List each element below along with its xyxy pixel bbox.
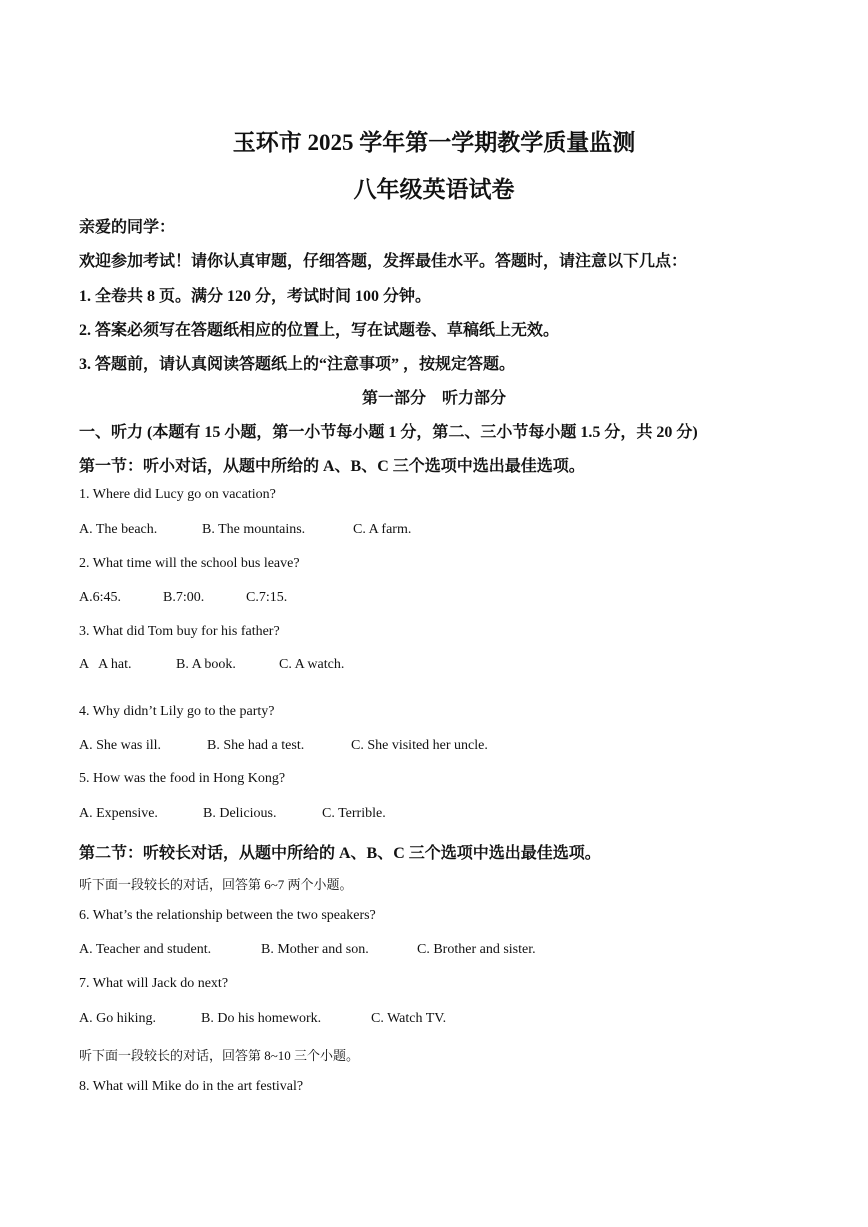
- option-c: C. A watch.: [279, 657, 345, 672]
- welcome-text: 欢迎参加考试！请你认真审题，仔细答题，发挥最佳水平。答题时，请注意以下几点：: [79, 253, 688, 270]
- option-b: B. The mountains.: [202, 522, 306, 537]
- subsection-1-title: 第一节：听小对话，从题中所给的 A、B、C 三个选项中选出最佳选项。: [79, 458, 585, 475]
- question-8: 8. What will Mike do in the art festival?: [79, 1079, 304, 1094]
- question-4: 4. Why didn’t Lily go to the party?: [79, 704, 275, 719]
- question-4-options: [79, 738, 779, 758]
- option-c: C. A farm.: [353, 522, 412, 537]
- instruction-8-10: 听下面一段较长的对话，回答第 8~10 三个小题。: [79, 1048, 360, 1063]
- option-a: A A hat.: [79, 657, 132, 672]
- option-a: A. The beach.: [79, 522, 158, 537]
- option-b: B. A book.: [176, 657, 236, 672]
- exam-title: 玉环市 2025 学年第一学期教学质量监测: [232, 130, 636, 155]
- part-heading: 第一部分 听力部分: [361, 390, 506, 407]
- question-3-options: [79, 657, 779, 677]
- option-c: C. Terrible.: [322, 806, 386, 821]
- question-1-options: [79, 522, 779, 542]
- question-2: 2. What time will the school bus leave?: [79, 556, 300, 571]
- question-5-options: [79, 806, 779, 826]
- option-c: C.7:15.: [246, 590, 288, 605]
- option-a: A.6:45.: [79, 590, 121, 605]
- question-6: 6. What’s the relationship between the two speakers?: [79, 908, 376, 923]
- question-3: 3. What did Tom buy for his father?: [79, 624, 280, 639]
- option-a: A. Expensive.: [79, 806, 158, 821]
- option-b: B. Mother and son.: [261, 942, 369, 957]
- question-6-options: [79, 942, 779, 962]
- section-title: 一、听力 (本题有 15 小题，第一小节每小题 1 分，第二、三小节每小题 1.5 分，共 20 分): [79, 424, 698, 441]
- option-c: C. Brother and sister.: [417, 942, 536, 957]
- greeting: 亲爱的同学：: [79, 219, 176, 236]
- option-a: A. Teacher and student.: [79, 942, 212, 957]
- question-7: 7. What will Jack do next?: [79, 976, 229, 991]
- question-7-options: [79, 1011, 779, 1031]
- option-b: B.7:00.: [163, 590, 205, 605]
- note-2: 2. 答案必须写在答题纸相应的位置上，写在试题卷、草稿纸上无效。: [79, 322, 560, 339]
- option-b: B. Delicious.: [203, 806, 277, 821]
- option-c: C. Watch TV.: [371, 1011, 447, 1026]
- question-2-options: [79, 590, 779, 610]
- question-1: 1. Where did Lucy go on vacation?: [79, 487, 276, 502]
- option-b: B. Do his homework.: [201, 1011, 322, 1026]
- option-a: A. She was ill.: [79, 738, 162, 753]
- option-b: B. She had a test.: [207, 738, 305, 753]
- question-5: 5. How was the food in Hong Kong?: [79, 771, 286, 786]
- subsection-2-title: 第二节：听较长对话，从题中所给的 A、B、C 三个选项中选出最佳选项。: [79, 845, 601, 862]
- note-1: 1. 全卷共 8 页。满分 120 分，考试时间 100 分钟。: [79, 288, 432, 305]
- option-a: A. Go hiking.: [79, 1011, 156, 1026]
- option-c: C. She visited her uncle.: [351, 738, 488, 753]
- note-3: 3. 答题前，请认真阅读答题纸上的“注意事项” ，按规定答题。: [79, 356, 516, 373]
- instruction-6-7: 听下面一段较长的对话，回答第 6~7 两个小题。: [79, 877, 353, 892]
- exam-subtitle: 八年级英语试卷: [353, 177, 515, 202]
